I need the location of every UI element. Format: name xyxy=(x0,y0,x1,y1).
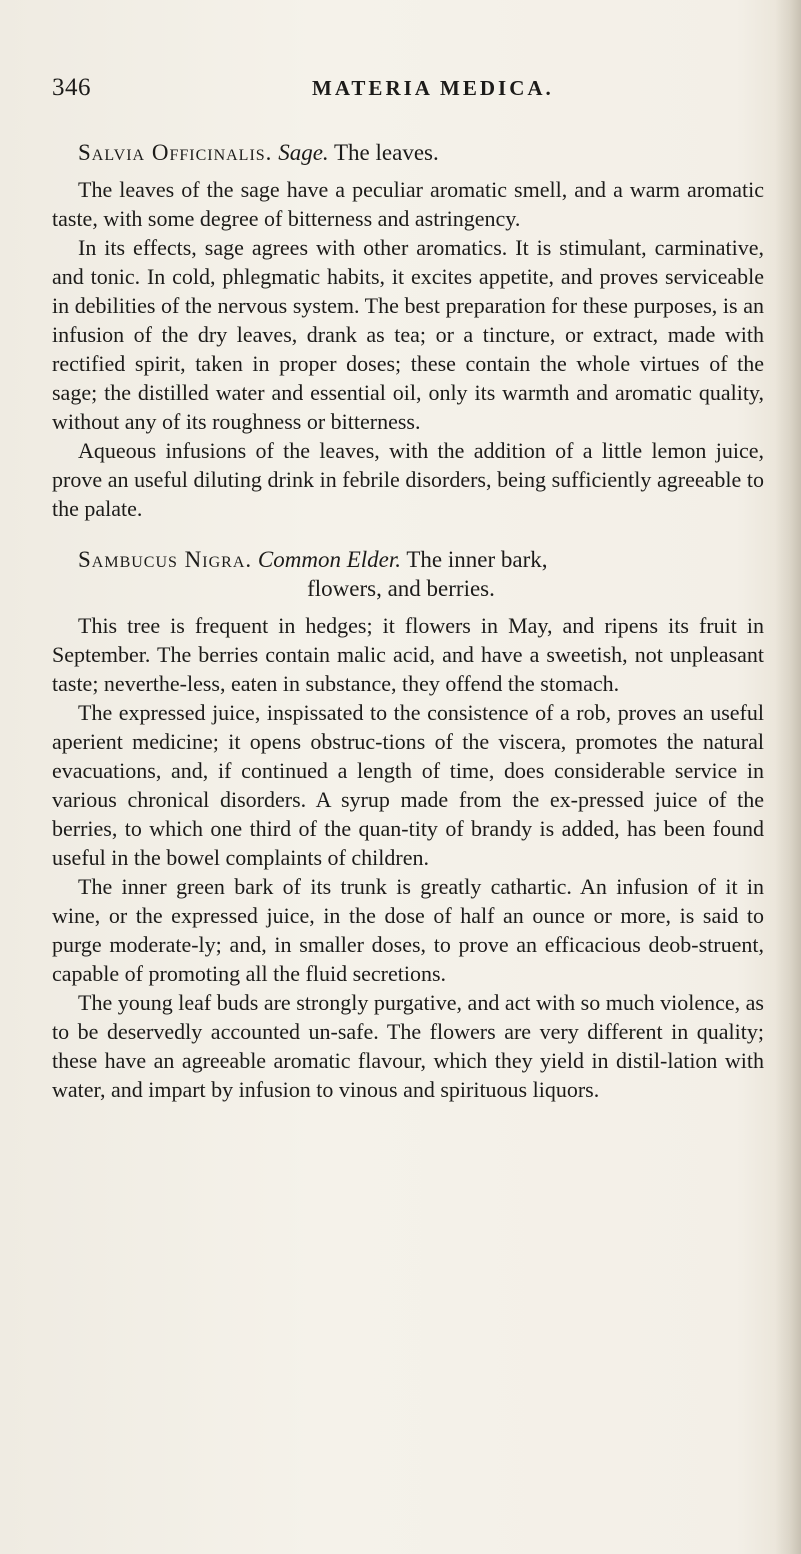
entry-sambucus xyxy=(52,545,764,1104)
part-used: The inner bark, xyxy=(406,547,548,572)
paragraph: The expressed juice, inspissated to the consistence of a rob, proves an useful aperient medicine; it opens obstruc-tions of the viscera, promotes the natural evacuations, and, if continued a length of time, does considerable service in various chronical disorders. A syrup made from the ex-pressed juice of the berries, to which one third of the quan-tity of brandy is added, has been found useful in the bowel complaints of children. xyxy=(52,700,764,870)
paragraph: Aqueous infusions of the leaves, with the addition of a little lemon juice, prove an useful diluting drink in febrile disorders, being sufficiently agreeable to the palate. xyxy=(52,438,764,521)
running-title: MATERIA MEDICA. xyxy=(312,76,554,100)
entry-heading xyxy=(52,138,764,167)
paragraph: In its effects, sage agrees with other aromatics. It is stimulant, carminative, and tonic. In cold, phlegmatic habits, it excites appetite, and proves serviceable in debilities of the nervous system. The best preparation for these purposes, is an infusion of the dry leaves, drank as tea; or a tincture, or extract, made with rectified spirit, taken in proper doses; these contain the whole virtues of the sage; the distilled water and essential oil, only its warmth and aromatic quality, without any of its roughness or bitterness. xyxy=(52,235,764,434)
common-name: Common Elder. xyxy=(257,547,402,572)
paragraph: This tree is frequent in hedges; it flowers in May, and ripens its fruit in September. The berries contain malic acid, and have a sweetish, not unpleasant taste; neverthe-less, eaten in substance, they offend the stomach. xyxy=(52,613,764,696)
paragraph: The leaves of the sage have a peculiar aromatic smell, and a warm aromatic taste, with some degree of bitterness and astringency. xyxy=(52,177,764,231)
part-used: The leaves. xyxy=(334,140,439,165)
page-body xyxy=(52,138,764,1104)
page-header xyxy=(52,74,752,110)
entry-heading xyxy=(52,545,764,603)
common-name: Sage. xyxy=(278,140,329,165)
part-used-continued: flowers, and berries. xyxy=(307,576,495,601)
page-edge-shadow xyxy=(775,0,801,1554)
latin-name: Sambucus Nigra. xyxy=(78,547,253,572)
page-number: 346 xyxy=(52,74,91,101)
paragraph: The inner green bark of its trunk is greatly cathartic. An infusion of it in wine, or the expressed juice, in the dose of half an ounce or more, is said to purge moderate-ly; and, in smaller doses, to prove an efficacious deob-struent, capable of promoting all the fluid secretions. xyxy=(52,874,764,986)
paragraph: The young leaf buds are strongly purgative, and act with so much violence, as to be deservedly accounted un-safe. The flowers are very different in quality; these have an agreeable aromatic flavour, which they yield in distil-lation with water, and impart by infusion to vinous and spirituous liquors. xyxy=(52,990,764,1102)
entry-salvia xyxy=(52,138,764,523)
latin-name: Salvia Officinalis. xyxy=(78,140,273,165)
